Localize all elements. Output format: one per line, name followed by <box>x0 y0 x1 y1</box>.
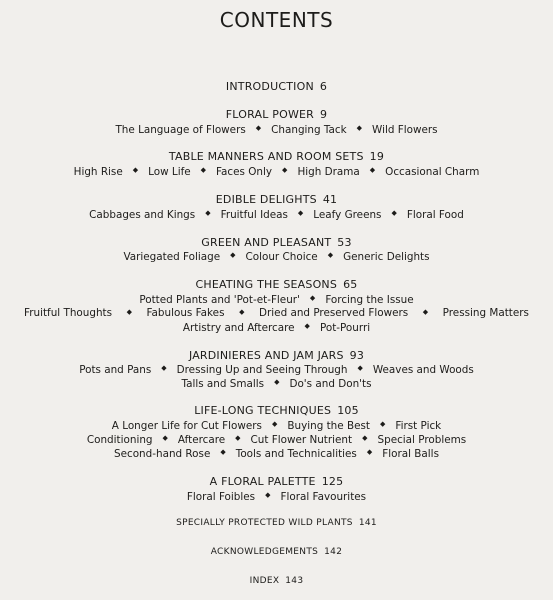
separator-icon: ◆ <box>255 124 262 132</box>
section-heading <box>0 475 553 488</box>
separator-icon: ◆ <box>422 308 429 316</box>
subsection-item: Forcing the Issue <box>325 293 414 306</box>
section-heading <box>0 404 553 417</box>
page-number: 53 <box>337 236 352 249</box>
subsection-line <box>0 419 553 433</box>
separator-icon: ◆ <box>126 308 132 316</box>
separator-icon: ◆ <box>271 420 278 428</box>
subsection-item: Pressing Matters <box>442 307 529 319</box>
subsection-item: Fabulous Fakes <box>146 307 225 319</box>
page-number: 105 <box>337 404 359 417</box>
section-title: LIFE-LONG TECHNIQUES <box>194 404 332 417</box>
subsection-line <box>0 208 553 222</box>
subsection-item: Colour Choice <box>245 250 318 263</box>
subsection-line <box>0 490 553 504</box>
subsection-item: Artistry and Aftercare <box>182 321 295 334</box>
separator-icon: ◆ <box>274 378 280 386</box>
section-title: FLORAL POWER <box>225 108 315 121</box>
section-heading <box>0 150 553 163</box>
section-heading <box>0 278 553 291</box>
subsection-line <box>0 250 553 264</box>
section-title: JARDINIERES AND JAM JARS <box>188 349 344 362</box>
page-title: CONTENTS <box>219 8 334 32</box>
page-number: 143 <box>285 576 304 586</box>
subsection-item: Fruitful Thoughts <box>24 307 113 319</box>
subsection-item: Low Life <box>148 165 191 178</box>
subsection-line <box>0 123 553 137</box>
section-title: GREEN AND PLEASANT <box>201 236 332 249</box>
subsection-item: Dressing Up and Seeing Through <box>176 363 348 376</box>
section-title: INTRODUCTION <box>225 80 314 93</box>
page-number: 6 <box>319 80 328 93</box>
subsection-item: Leafy Greens <box>313 208 382 221</box>
section-title: EDIBLE DELIGHTS <box>215 193 317 206</box>
subsection-line <box>24 307 529 320</box>
section-title: INDEX <box>249 576 280 586</box>
subsection-item: Potted Plants and 'Pot-et-Fleur' <box>139 293 300 306</box>
page-number: 19 <box>369 150 385 163</box>
subsection-item: Buying the Best <box>287 419 370 432</box>
separator-icon: ◆ <box>220 448 226 456</box>
page-number: 141 <box>358 518 377 528</box>
section-heading <box>0 575 553 588</box>
subsection-item: Variegated Foliage <box>123 250 221 263</box>
separator-icon: ◆ <box>200 166 207 174</box>
subsection-line <box>0 433 553 447</box>
subsection-item: Conditioning <box>86 433 153 446</box>
subsection-item: Aftercare <box>177 433 226 446</box>
section-title: A FLORAL PALETTE <box>209 475 316 488</box>
subsection-item: Changing Tack <box>271 123 347 136</box>
section-title: SPECIALLY PROTECTED WILD PLANTS <box>176 518 353 528</box>
separator-icon: ◆ <box>356 124 363 132</box>
separator-icon: ◆ <box>304 322 310 330</box>
separator-icon: ◆ <box>235 434 241 442</box>
subsection-item: High Rise <box>73 165 123 178</box>
subsection-item: Wild Flowers <box>372 123 438 136</box>
separator-icon: ◆ <box>369 166 376 174</box>
page-number: 9 <box>320 108 328 121</box>
section-title: CHEATING THE SEASONS <box>195 278 338 291</box>
separator-icon: ◆ <box>230 251 236 259</box>
separator-icon: ◆ <box>362 434 368 442</box>
separator-icon: ◆ <box>162 434 168 442</box>
separator-icon: ◆ <box>132 166 139 174</box>
subsection-item: High Drama <box>297 165 360 178</box>
subsection-item: The Language of Flowers <box>115 123 246 136</box>
separator-icon: ◆ <box>282 166 288 174</box>
page-number: 93 <box>349 349 365 362</box>
separator-icon: ◆ <box>161 364 167 372</box>
separator-icon: ◆ <box>239 308 245 316</box>
subsection-line <box>0 377 553 391</box>
subsection-line <box>0 321 553 335</box>
subsection-item: Weaves and Woods <box>372 363 474 376</box>
subsection-line <box>0 447 553 461</box>
subsection-item: Dried and Preserved Flowers <box>259 307 409 319</box>
section-heading <box>0 517 553 530</box>
section-heading <box>0 108 553 121</box>
subsection-item: Faces Only <box>216 165 273 178</box>
section-title: TABLE MANNERS AND ROOM SETS <box>168 150 364 163</box>
subsection-line <box>0 293 553 307</box>
subsection-item: Second-hand Rose <box>114 447 211 460</box>
separator-icon: ◆ <box>205 209 211 217</box>
page-number: 142 <box>324 547 343 557</box>
separator-icon: ◆ <box>265 491 271 499</box>
section-heading <box>0 80 553 93</box>
section-heading <box>0 349 553 362</box>
page-number: 65 <box>343 278 358 291</box>
separator-icon: ◆ <box>309 294 316 302</box>
subsection-item: Cabbages and Kings <box>89 208 196 221</box>
separator-icon: ◆ <box>357 364 363 372</box>
subsection-item: First Pick <box>395 419 442 432</box>
subsection-item: Cut Flower Nutrient <box>250 433 353 446</box>
separator-icon: ◆ <box>391 209 397 217</box>
separator-icon: ◆ <box>366 448 373 456</box>
subsection-item: Floral Favourites <box>280 490 367 503</box>
subsection-item: Generic Delights <box>343 250 430 263</box>
separator-icon: ◆ <box>327 251 334 259</box>
subsection-item: Talls and Smalls <box>181 377 265 390</box>
subsection-item: Floral Food <box>406 208 464 221</box>
subsection-item: Pot-Pourri <box>319 321 371 334</box>
subsection-item: Occasional Charm <box>385 165 480 178</box>
separator-icon: ◆ <box>379 420 386 428</box>
subsection-item: Floral Foibles <box>186 490 256 503</box>
subsection-line <box>0 165 553 179</box>
subsection-item: Tools and Technicalities <box>235 447 357 460</box>
subsection-item: Floral Balls <box>382 447 439 460</box>
section-heading <box>0 193 553 206</box>
section-title: ACKNOWLEDGEMENTS <box>210 547 319 557</box>
subsection-item: Fruitful Ideas <box>220 208 288 221</box>
subsection-item: Do's and Don'ts <box>289 377 372 390</box>
subsection-item: Pots and Pans <box>79 363 152 376</box>
page-number: 125 <box>321 475 344 488</box>
section-heading <box>0 546 553 559</box>
subsection-item: A Longer Life for Cut Flowers <box>111 419 262 432</box>
section-heading <box>0 236 553 249</box>
separator-icon: ◆ <box>297 209 304 217</box>
subsection-item: Special Problems <box>377 433 467 446</box>
subsection-line <box>0 363 553 377</box>
page-number: 41 <box>322 193 338 206</box>
